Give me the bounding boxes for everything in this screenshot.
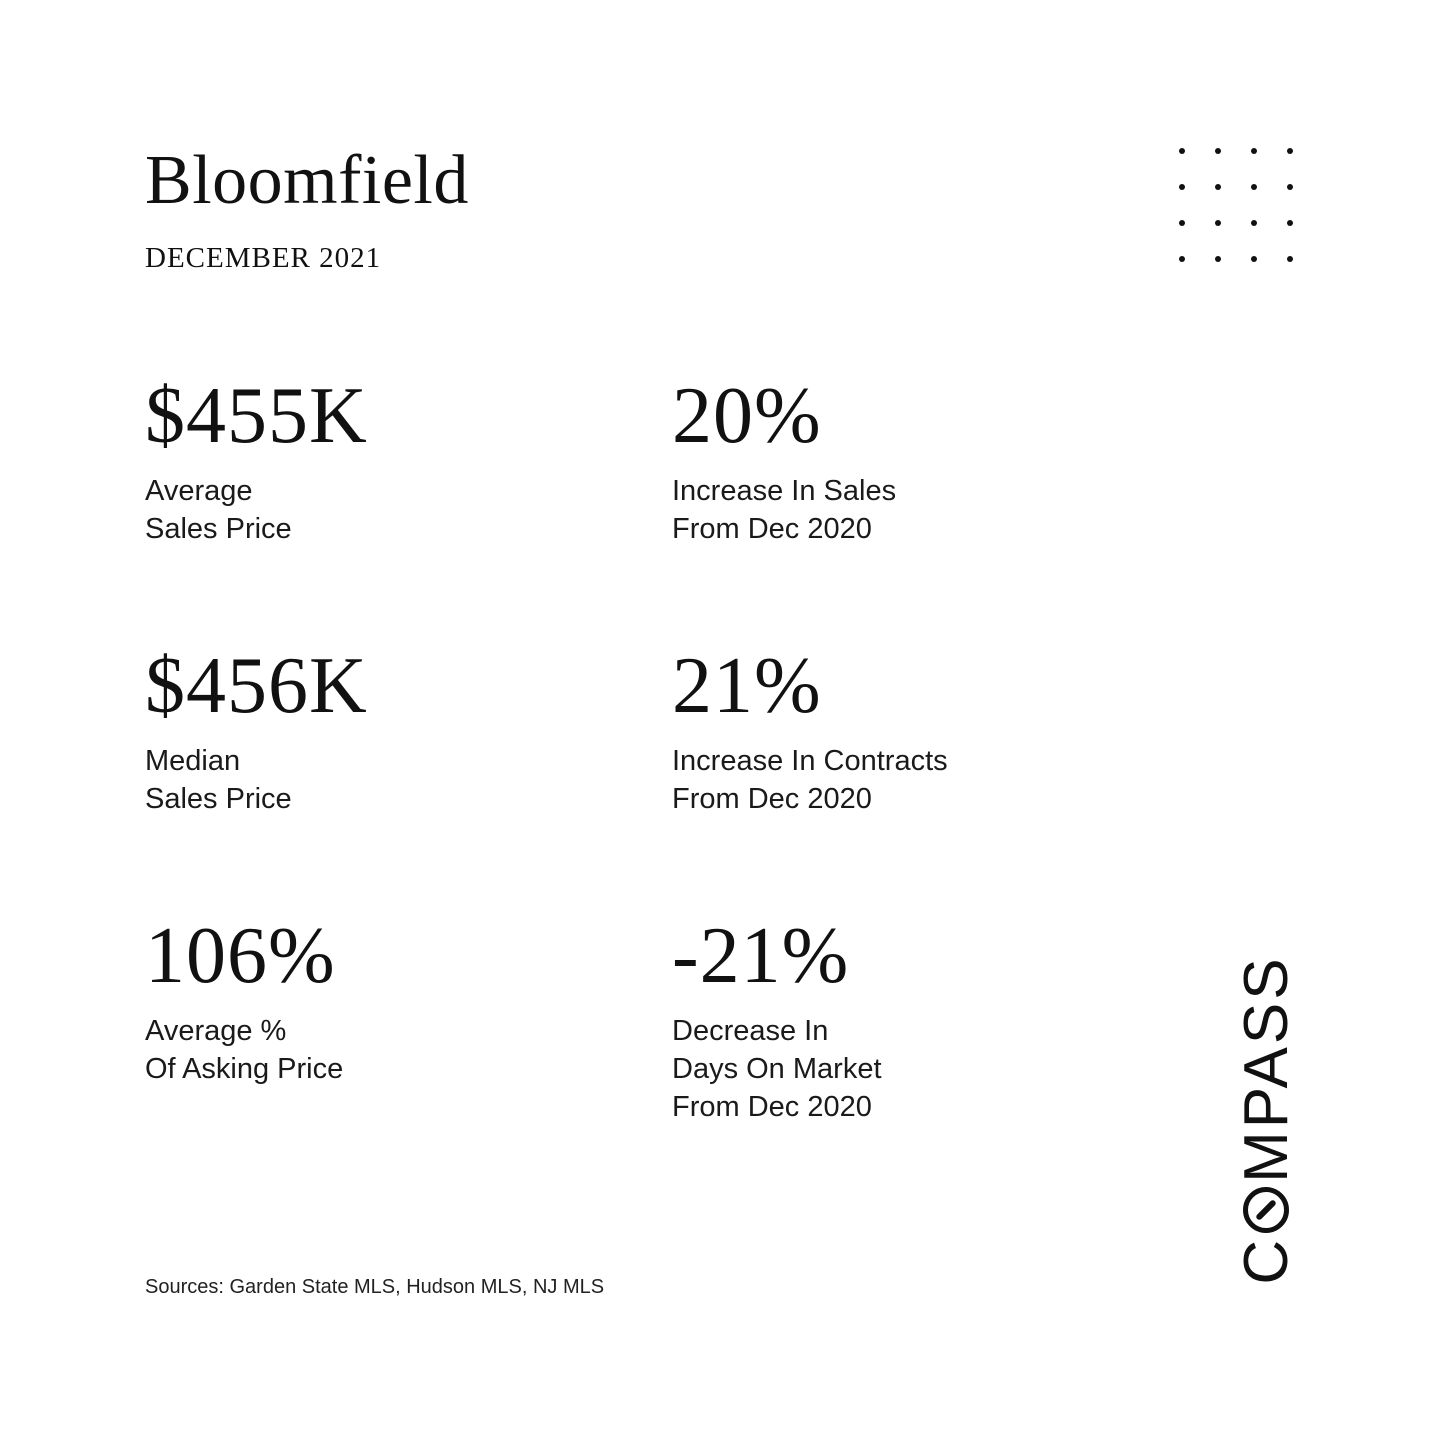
stat-label: Average % Of Asking Price (145, 1015, 344, 1085)
dot (1179, 148, 1185, 154)
dot (1179, 256, 1185, 262)
dot (1215, 220, 1221, 226)
stat-average-sales-price (145, 374, 625, 548)
dot-grid-decoration (1179, 148, 1293, 262)
dot (1287, 256, 1293, 262)
dot (1251, 256, 1257, 262)
dot (1251, 148, 1257, 154)
stat-decrease-in-days-on-market (672, 914, 1152, 1126)
stat-average-percent-of-asking-price (145, 914, 625, 1088)
stat-label: Increase In Sales From Dec 2020 (672, 475, 897, 545)
stat-value: 20% (672, 372, 822, 460)
dot (1179, 184, 1185, 190)
dot (1215, 256, 1221, 262)
dot (1179, 220, 1185, 226)
stat-value: $456K (145, 642, 368, 730)
stat-label: Median Sales Price (145, 745, 292, 815)
stat-value: -21% (672, 912, 850, 1000)
stat-median-sales-price (145, 644, 625, 818)
stat-label: Decrease In Days On Market From Dec 2020 (672, 1015, 882, 1123)
page-subtitle: DECEMBER 2021 (145, 242, 382, 274)
compass-logo (1231, 950, 1301, 1290)
page-title: Bloomfield (145, 142, 469, 219)
compass-wordmark (1231, 955, 1302, 1284)
dot (1251, 220, 1257, 226)
dot (1215, 184, 1221, 190)
dot (1287, 184, 1293, 190)
stat-increase-in-sales (672, 374, 1152, 548)
dot (1215, 148, 1221, 154)
stat-increase-in-contracts (672, 644, 1152, 818)
dot (1287, 148, 1293, 154)
stat-label: Increase In Contracts From Dec 2020 (672, 745, 948, 815)
sources-note: Sources: Garden State MLS, Hudson MLS, NJ MLS (145, 1276, 605, 1298)
stat-value: 106% (145, 912, 336, 1000)
compass-wordmark-suffix: MPASS (1231, 955, 1301, 1183)
stat-value: $455K (145, 372, 368, 460)
compass-wordmark-prefix: C (1231, 1236, 1301, 1285)
dot (1251, 184, 1257, 190)
stat-value: 21% (672, 642, 822, 730)
dot (1287, 220, 1293, 226)
compass-o-needle-icon (1243, 1187, 1289, 1233)
stat-label: Average Sales Price (145, 475, 292, 545)
